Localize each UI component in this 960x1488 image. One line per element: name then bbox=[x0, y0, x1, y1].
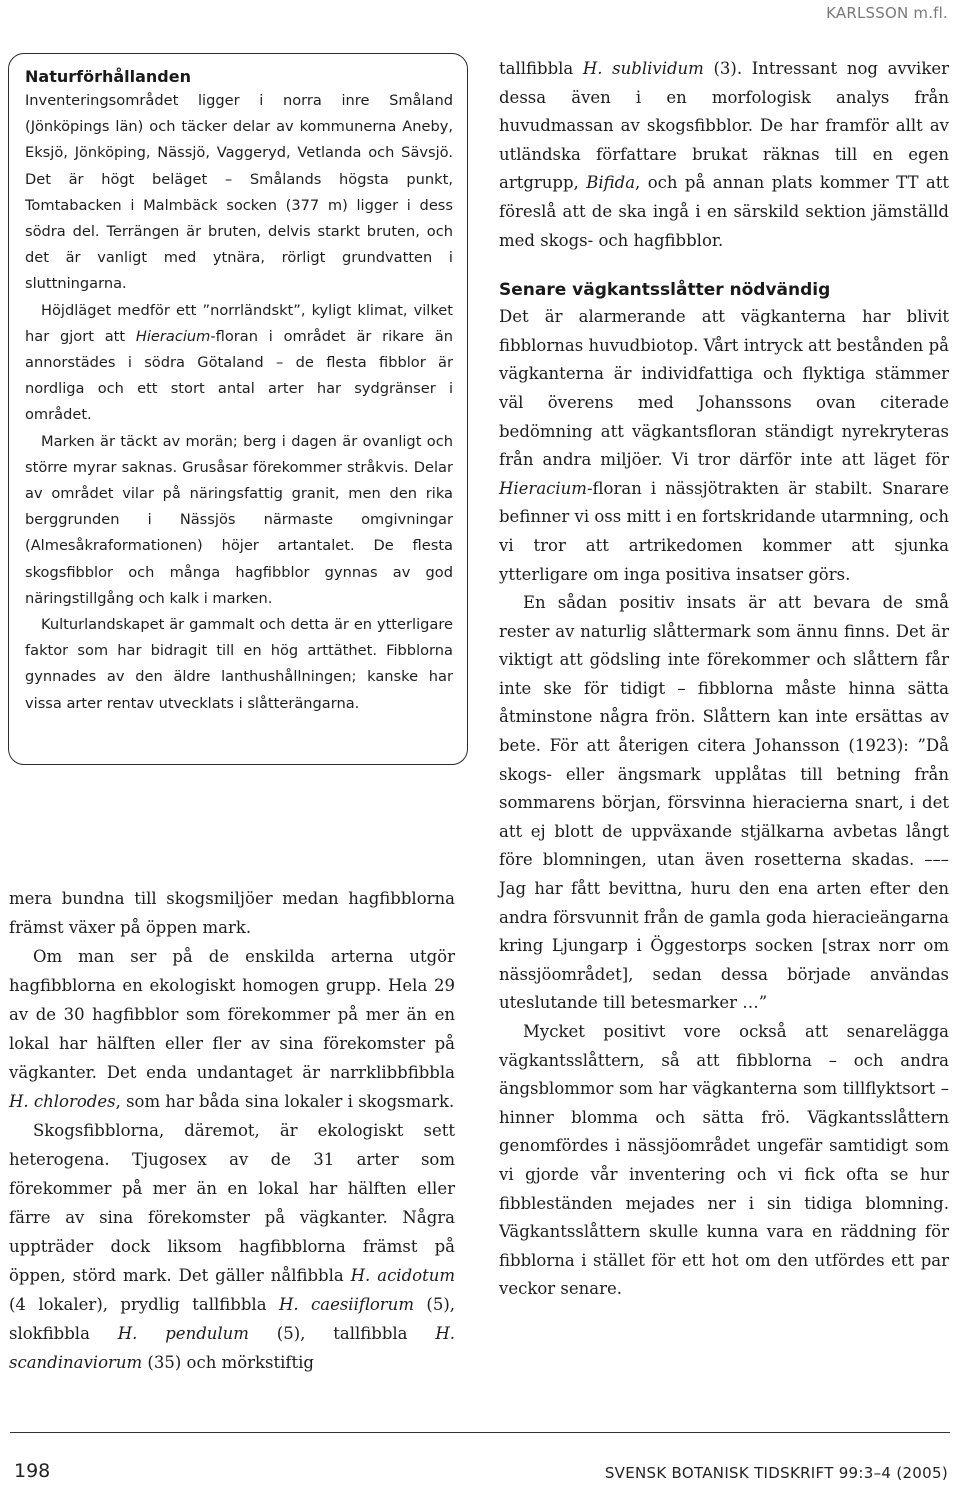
text-run: (5), tallfibbla bbox=[248, 1324, 436, 1343]
text-run: Skogsfibblorna, däremot, är ekologiskt sett heterogena. Tjugosex av de 31 arter som förekommer på mer än en lokal har hälften eller färre av sina förekomster på vägkanter. Några uppträder dock liksom hagfibblorna främst på öppen, störd mark. Det gäller nålfibbla bbox=[9, 1121, 455, 1285]
fact-box-paragraph: Inventeringsområdet ligger i norra inre Småland (Jönköpings län) och täcker delar av kommunerna Aneby, Eksjö, Jönköping, Nässjö, Vaggeryd, Vetlanda och Sävsjö. Det är högt beläget – Smålands högsta punkt, Tomtabacken i Malmbäck socken (377 m) ligger i dess södra del. Terrängen är bruten, delvis starkt bruten, och det är vanligt med ytnära, rörligt grundvatten i sluttningarna. bbox=[25, 92, 453, 293]
section-heading: Senare vägkantsslåtter nödvändig bbox=[499, 280, 831, 301]
italic-taxon: H. caesiiflorum bbox=[278, 1295, 414, 1314]
italic-taxon: Hieracium bbox=[499, 478, 587, 498]
body-paragraph bbox=[9, 1116, 455, 1377]
text-run: (5), slokfibbla bbox=[9, 1295, 455, 1343]
italic-taxon: H. acidotum bbox=[350, 1266, 455, 1285]
italic-taxon: H. pendulum bbox=[117, 1324, 249, 1343]
running-header-author: KARLSSON m.fl. bbox=[826, 4, 948, 22]
body-paragraph: En sådan positiv insats är att bevara de små rester av naturlig slåttermark som ännu finns. Det är viktigt att gödsling inte förekommer och slåttern får inte ske för tidigt – fibblorna måste hinna sätta åtminstone några frön. Slåttern kan inte ersättas av bete. För att återigen citera Johansson (1923): ”Då skogs- eller ängsmark upplåtas till betning från sommarens början, försvinna hieracierna snart, i det att ej blott de uppväxande stjälkarna avbetas långt före blomningen, utan även rosetterna skadas. ––– Jag har fått bevittna, huru den ena arten efter den andra försvunnit från de gamla goda hieracieängarna kring Ljungarp i Öggestorps socken [strax norr om nässjöområdet], sedan dessa började användas uteslutande till betesmarker …” bbox=[499, 593, 949, 1013]
text-run: (3). Intressant nog avviker dessa även i en morfologisk analys från huvudmassan av skogsfibblor. De har framför allt av utländska författare brukat räknas till en egen artgrupp, bbox=[499, 59, 949, 193]
journal-reference: SVENSK BOTANISK TIDSKRIFT 99:3–4 (2005) bbox=[604, 1464, 948, 1482]
text-run: (35) och mörkstiftig bbox=[142, 1353, 314, 1372]
body-paragraph: mera bundna till skogsmiljöer medan hagfibblorna främst växer på öppen mark. bbox=[9, 889, 455, 937]
text-run: Höjdläget medför ett ”norrländskt”, kyligt klimat, vilket har gjort att bbox=[25, 301, 453, 345]
fact-box bbox=[8, 53, 468, 765]
fact-box-title: Naturförhållanden bbox=[25, 67, 191, 86]
fact-box-paragraph: Marken är täckt av morän; berg i dagen är ovanligt och större myrar saknas. Grusåsar förekommer stråkvis. Delar av området vilar på näringsfattig granit, men den rika berggrunden i Nässjös närmaste omgivningar (Almesåkraformationen) höjer artantalet. De flesta skogsfibblor och många hagfibblor gynnas av god näringstillgång och kalk i marken. bbox=[25, 432, 453, 607]
fact-box-paragraph bbox=[25, 298, 453, 429]
italic-taxon: H. chlorodes bbox=[9, 1092, 116, 1111]
left-column bbox=[9, 884, 455, 1377]
body-paragraph bbox=[499, 55, 949, 255]
text-run: , och på annan plats kommer TT att föreslå att de ska ingå i en särskild sektion jämställd med skogs- och hagfibblor. bbox=[499, 173, 950, 250]
italic-taxon: H. sublividum bbox=[582, 59, 704, 78]
right-column bbox=[499, 55, 949, 1304]
text-run: tallfibbla bbox=[499, 59, 583, 78]
text-run: -floran i området är rikare än annorstädes i södra Götaland – de flesta fibblor är nordliga och ett stort antal arter har sydgränser i området. bbox=[25, 327, 453, 424]
fact-box-paragraph: Kulturlandskapet är gammalt och detta är en ytterligare faktor som har bidragit till en hög arttäthet. Fibblorna gynnades av den äldre lanthushållningen; kanske har vissa arter rentav utvecklats i slåtterängarna. bbox=[25, 616, 453, 712]
text-run: Det är alarmerande att vägkanterna har blivit fibblornas huvudbiotop. Vårt intryck att bestånden på vägkanterna är individfattiga och flyktiga stämmer väl överens med Johanssons ovan citerade bedömning att vägkantsfloran ständigt nyrekryteras från andra miljöer. Vi tror därför inte att läget för bbox=[499, 307, 949, 470]
text-run: -floran i nässjötrakten är stabilt. Snarare befinner vi oss mitt i en fortskridande utarmning, och vi tror att artrikedomen kommer att sjunka ytterligare om inga positiva insatser görs. bbox=[499, 478, 949, 584]
text-run: , som har båda sina lokaler i skogsmark. bbox=[115, 1092, 455, 1111]
italic-taxon: Hieracium bbox=[135, 327, 211, 345]
italic-taxon: Bifida bbox=[586, 173, 636, 193]
text-run: (4 lokaler), prydlig tallfibbla bbox=[9, 1295, 279, 1314]
body-paragraph: Mycket positivt vore också att senarelägga vägkantsslåttern, så att fibblorna – och andra ängsblommor som har vägkanterna som tillflyktsort – hinner blomma och sätta frö. Vägkantsslåttern genomfördes i nässjöområdet ungefär samtidigt som vi gjorde vår inventering och vi fick ofta se hur fibbleständen mejades ner i sin tidiga blomning. Vägkantsslåttern skulle kunna vara en räddning för fibblorna i stället för ett hot om den utfördes ett par veckor senare. bbox=[499, 1022, 949, 1299]
text-run: Om man ser på de enskilda arterna utgör hagfibblorna en ekologiskt homogen grupp. Hela 29 av de 30 hagfibblor som förekommer på mer än en lokal har hälften eller fler av sina förekomster på vägkanter. Det enda undantaget är narrklibbfibbla bbox=[9, 947, 455, 1082]
body-paragraph bbox=[9, 942, 455, 1116]
body-paragraph bbox=[499, 303, 949, 589]
footer-divider bbox=[10, 1432, 950, 1433]
italic-taxon: H. scandinaviorum bbox=[9, 1324, 455, 1372]
page-number: 198 bbox=[14, 1460, 51, 1482]
